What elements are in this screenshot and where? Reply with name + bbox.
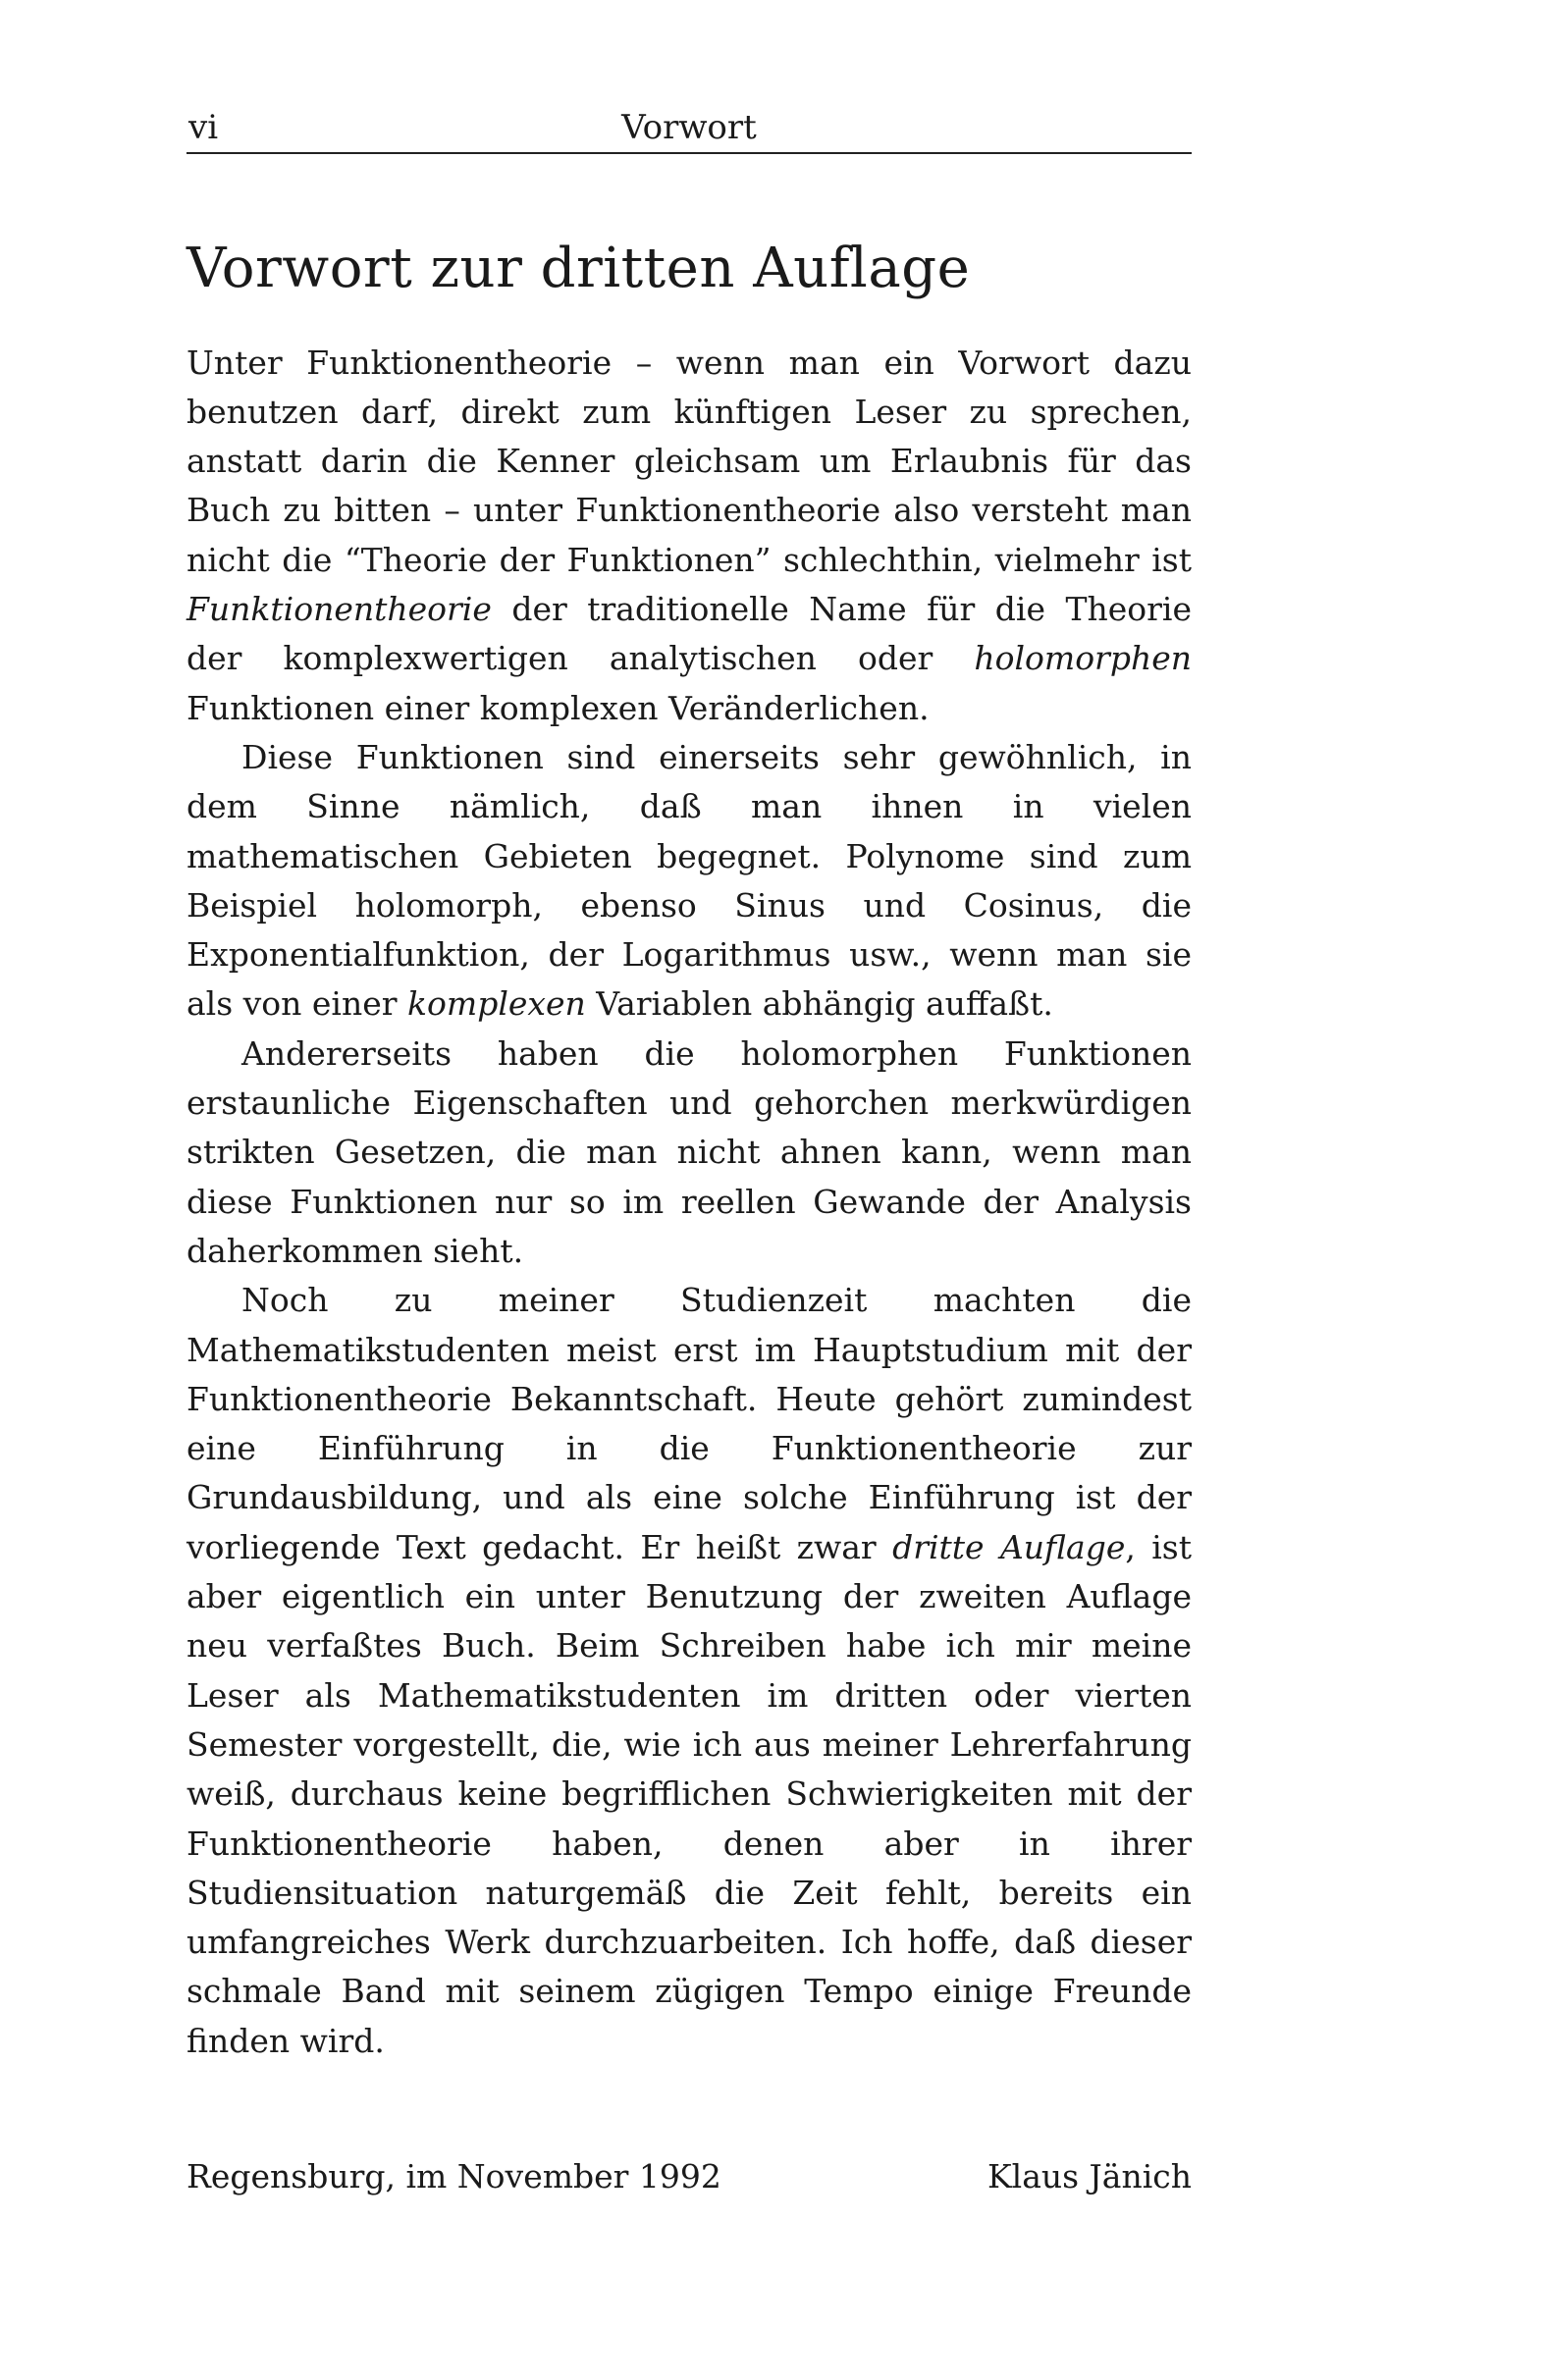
emphasis-term: dritte Auflage [892,1527,1126,1566]
page-number: vi [188,108,219,147]
paragraph-text: Diese Funktionen sind einerseits sehr gewöhnlich, in dem Sinne nämlich, daß man ihnen in vielen mathematischen Gebieten begegnet. Polynome sind zum Beispiel holomorph, ebenso Sinus und Cosinus, die Exponentialfunktion, der Logarithmus usw., wenn man sie als von einer [187,737,1192,1024]
paragraph-2 [187,733,1192,1030]
paragraph-text: Noch zu meiner Studienzeit machten die Mathematikstudenten meist erst im Hauptstudium mit der Funktionentheorie Bekanntschaft. Heute gehört zumindest eine Einführung in die Funktionentheorie zur Grundausbildung, und als eine solche Einführung ist der vorliegende Text gedacht. Er heißt zwar [187,1281,1192,1566]
paragraph-text: , ist aber eigentlich ein unter Benutzung der zweiten Auflage neu verfaßtes Buch. Beim Schreiben habe ich mir meine Leser als Mathematikstudenten im dritten oder vierten Semester vorgestellt, die, wie ich aus meiner Lehrerfahrung weiß, durchaus keine begrifflichen Schwierigkeiten mit der Funktionentheorie haben, denen aber in ihrer Studiensituation naturgemäß die Zeit fehlt, bereits ein umfangreiches Werk durchzuarbeiten. Ich hoffe, daß dieser schmale Band mit seinem zügigen Tempo einige Freunde finden wird. [187,1527,1192,2060]
running-header [187,103,1192,154]
paragraph-text: Funktionen einer komplexen Veränderlichen. [187,688,930,727]
paragraph-text: Variablen abhängig auffaßt. [585,984,1053,1024]
emphasis-term: komplexen [407,984,586,1024]
running-title: Vorwort [621,108,757,147]
paragraph-3 [187,1030,1192,1276]
paragraph-text: der traditionelle Name für die Theorie der komplexwertigen analytischen oder [187,590,1192,678]
author-name: Klaus Jänich [986,2156,1192,2195]
body-text [187,339,1192,2066]
paragraph-1 [187,339,1192,733]
book-page [187,103,1192,2201]
paragraph-text: Andererseits haben die holomorphen Funktionen erstaunliche Eigenschaften und gehorchen merkwürdigen strikten Gesetzen, die man nicht ahnen kann, wenn man diese Funktionen nur so im reellen Gewande der Analysis daherkommen sieht. [187,1033,1192,1270]
place-date: Regensburg, im November 1992 [187,2156,721,2195]
emphasis-term: Funktionentheorie [187,590,492,629]
paragraph-text: Unter Funktionentheorie – wenn man ein Vorwort dazu benutzen darf, direkt zum künftigen Leser zu sprechen, anstatt darin die Kenner gleichsam um Erlaubnis für das Buch zu bitten – unter Funktionentheorie also versteht man nicht die “Theorie der Funktionen” schlechthin, vielmehr ist [187,343,1192,579]
chapter-title: Vorwort zur dritten Auflage [187,237,971,300]
emphasis-term: holomorphen [974,639,1192,678]
signature-line [187,2152,1192,2201]
paragraph-4 [187,1276,1192,2066]
